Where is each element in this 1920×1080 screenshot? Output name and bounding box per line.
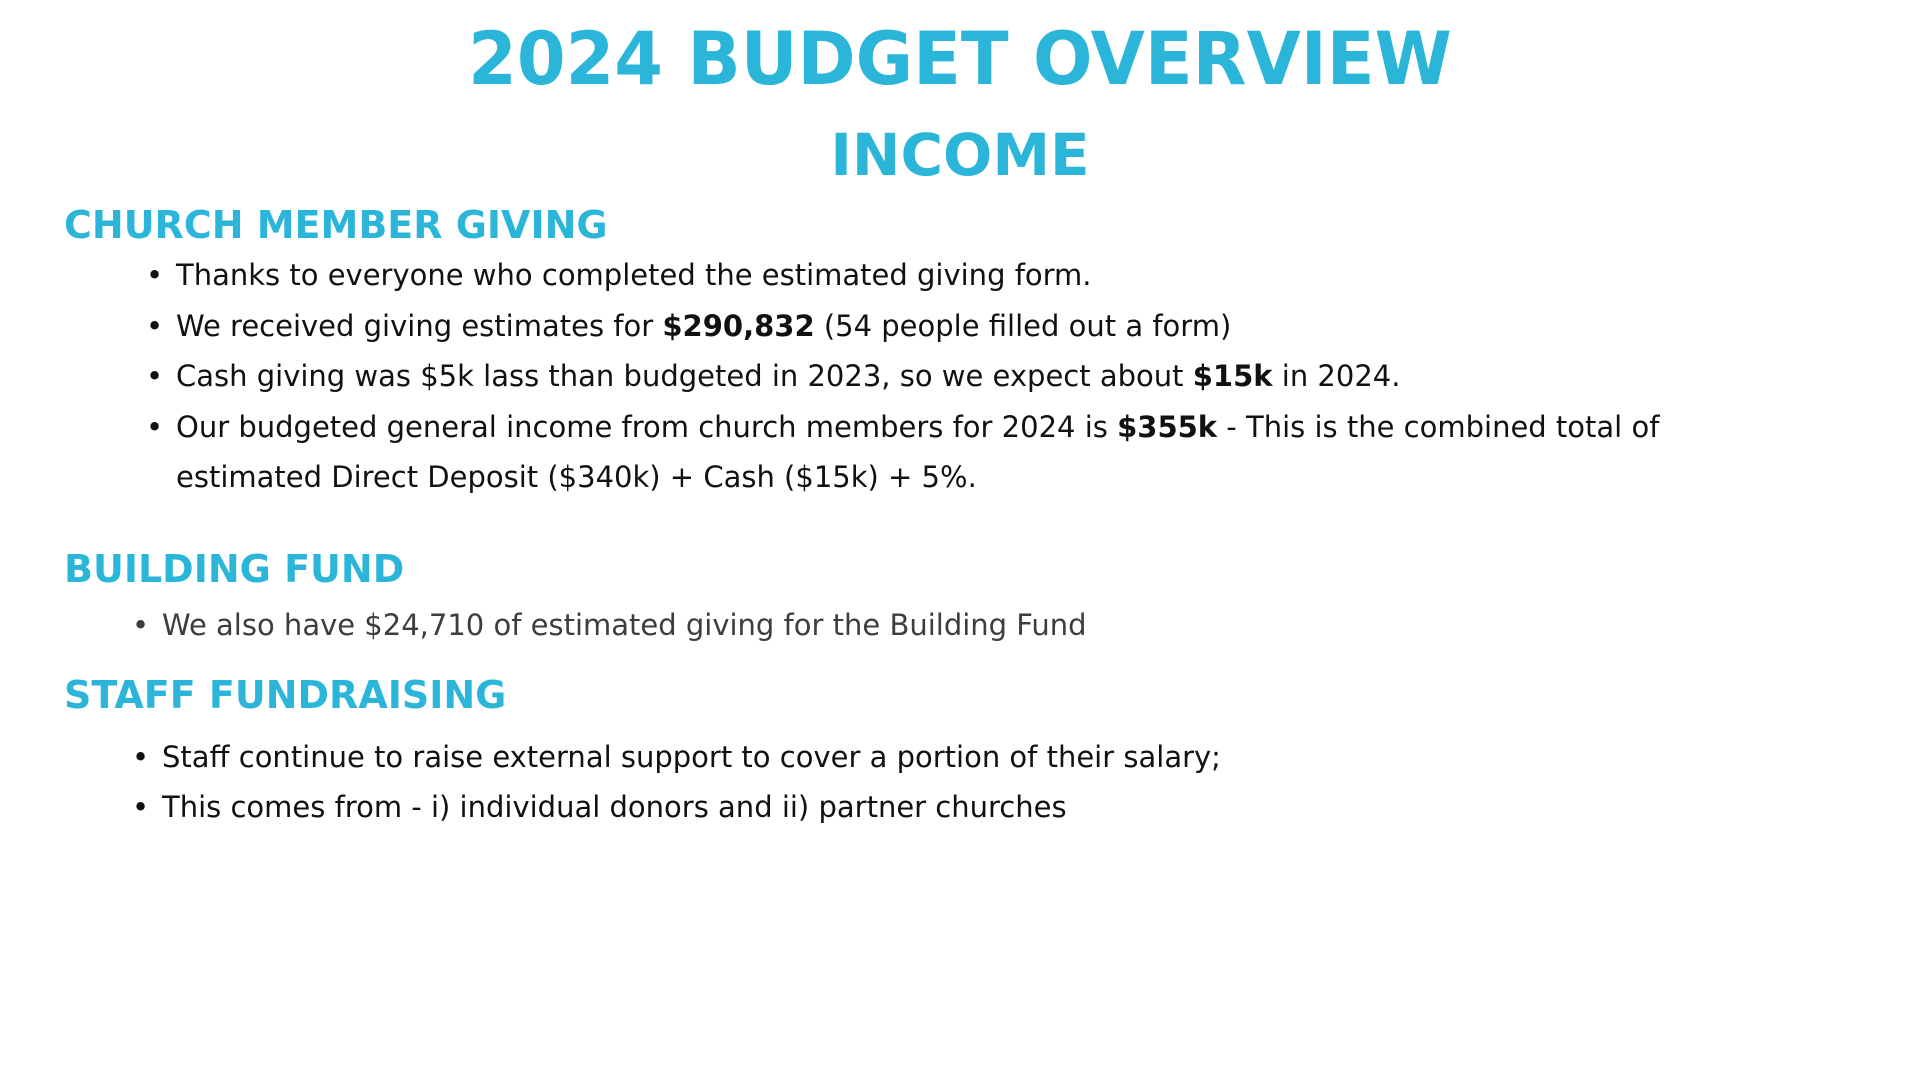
building-fund-list (132, 600, 1762, 650)
bullet-text-pre: We received giving estimates for (176, 308, 663, 343)
bullet-text: We also have $24,710 of estimated giving for the Building Fund (162, 608, 1087, 642)
list-item (132, 600, 1762, 650)
bullet-icon: • (132, 740, 150, 774)
list-item (146, 301, 1866, 352)
bullet-text-bold: $355k (1117, 409, 1218, 444)
list-item (146, 351, 1866, 402)
bullet-text-continuation: estimated Direct Deposit ($340k) + Cash ($15k) + 5%. (176, 460, 977, 494)
bullet-text-post: (54 people filled out a form) (814, 308, 1232, 343)
bullet-text: This comes from - i) individual donors and ii) partner churches (162, 790, 1067, 824)
bullet-icon: • (146, 359, 164, 393)
heading-building-fund: BUILDING FUND (64, 547, 405, 591)
list-item (132, 782, 1762, 832)
bullet-text-pre: Our budgeted general income from church members for 2024 is (176, 409, 1118, 444)
bullet-icon: • (146, 409, 164, 444)
bullet-text-bold: $15k (1192, 359, 1273, 393)
bullet-icon: • (146, 258, 164, 292)
page-title: 2024 BUDGET OVERVIEW (468, 15, 1452, 103)
bullet-icon: • (132, 608, 150, 642)
bullet-text: Staff continue to raise external support to cover a portion of their salary; (162, 740, 1221, 774)
bullet-icon: • (146, 308, 164, 343)
heading-staff-fundraising: STAFF FUNDRAISING (64, 673, 507, 717)
bullet-text-post: - This is the combined total of (1217, 409, 1660, 444)
section-title-income: INCOME (830, 121, 1090, 189)
bullet-text-pre: Cash giving was $5k lass than budgeted in 2023, so we expect about (176, 359, 1193, 393)
list-item (146, 402, 1866, 503)
bullet-text: Thanks to everyone who completed the estimated giving form. (176, 258, 1092, 292)
bullet-text-bold: $290,832 (662, 308, 815, 343)
bullet-text-post: in 2024. (1272, 359, 1401, 393)
staff-fundraising-list (132, 732, 1762, 832)
church-giving-list (146, 250, 1866, 503)
heading-church-member-giving: CHURCH MEMBER GIVING (64, 203, 608, 247)
bullet-icon: • (132, 790, 150, 824)
list-item (132, 732, 1762, 782)
list-item (146, 250, 1866, 301)
